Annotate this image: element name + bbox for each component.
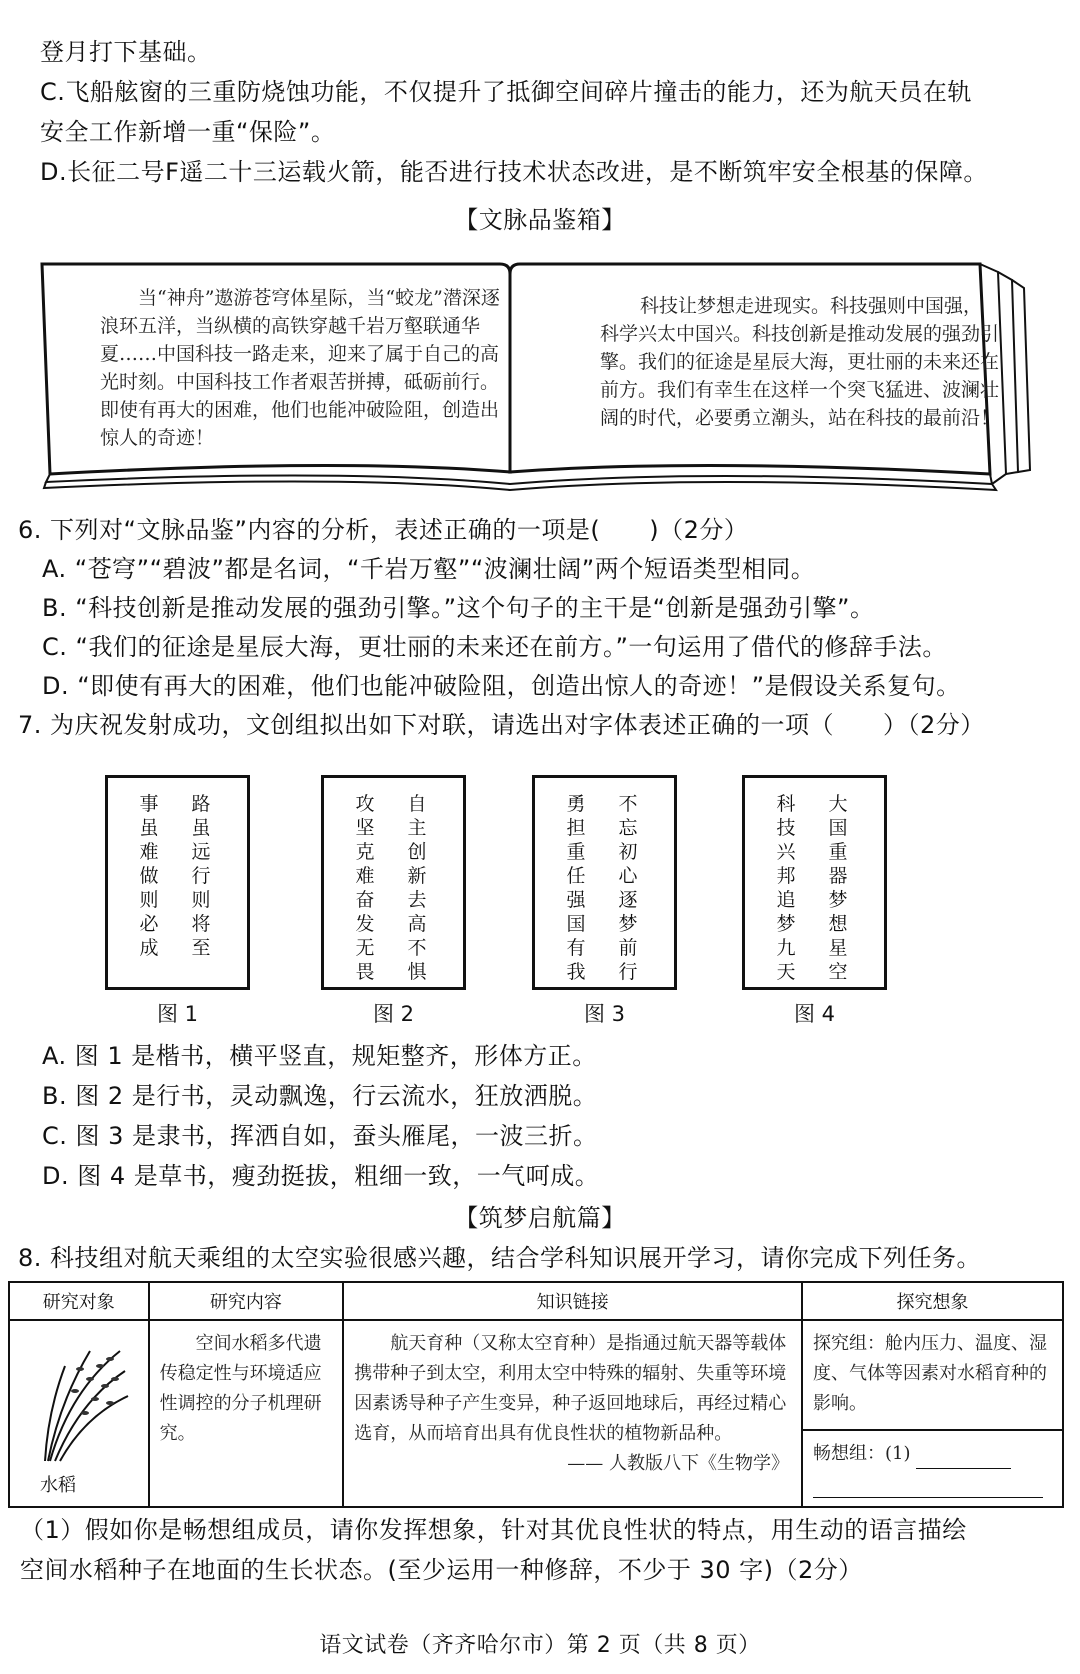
explore-group-text: 探究组：舱内压力、温度、湿度、气体等因素对水稻育种的影响。 xyxy=(803,1321,1062,1431)
couplet-line: 路虽远行则将至 xyxy=(191,793,211,959)
knowledge-source: —— 人教版八下《生物学》 xyxy=(567,1453,789,1474)
couplet-line: 自主创新去高不惧 xyxy=(407,793,427,983)
table-header: 探究想象 xyxy=(802,1282,1063,1320)
book-right-page-text: 科技让梦想走进现实。科技强则中国强，科学兴太中国兴。科技创新是推动发展的强劲引擎。我们的征途是星辰大海，更壮丽的未来还在前方。我们有幸生在这样一个突飞猛进、波澜壮阔的时代，必要勇立潮头，站在科技的最前沿！ xyxy=(600,295,1000,429)
figure-label: 图 2 xyxy=(372,1002,415,1026)
couplet-figure-4 xyxy=(742,775,887,990)
q8-sub1-line1: （1）假如你是畅想组成员，请你发挥想象，针对其优良性状的特点，用生动的语言描绘 xyxy=(20,1516,967,1544)
figure-label: 图 4 xyxy=(793,1002,836,1026)
couplet-figure-3 xyxy=(532,775,677,990)
couplet-figure-1 xyxy=(105,775,250,990)
option-d-prev: D.长征二号F遥二十三运载火箭，能否进行技术状态改进，是不断筑牢安全根基的保障。 xyxy=(40,158,988,186)
object-label: 水稻 xyxy=(40,1475,76,1496)
research-content-text: 空间水稻多代遗传稳定性与环境适应性调控的分子机理研究。 xyxy=(159,1333,322,1444)
couplet-line: 攻坚克难奋发无畏 xyxy=(355,793,375,983)
research-object-cell xyxy=(9,1320,149,1507)
table-row xyxy=(9,1320,1063,1507)
rice-plant-icon xyxy=(30,1331,130,1471)
q8-sub1-line2: 空间水稻种子在地面的生长状态。(至少运用一种修辞，不少于 30 字)（2分） xyxy=(20,1556,863,1584)
q6-stem: 6. 下列对“文脉品鉴”内容的分析，表述正确的一项是( )（2分） xyxy=(18,516,749,544)
text-line: 安全工作新增一重“保险”。 xyxy=(40,118,336,146)
knowledge-text: 航天育种（又称太空育种）是指通过航天器等载体携带种子到太空，利用太空中特殊的辐射、失重等环境因素诱导种子产生变异，种子返回地球后，再经过精心选育，从而培育出具有优良性状的植物新品种。 xyxy=(354,1333,787,1444)
knowledge-link-cell xyxy=(343,1320,802,1507)
q7-option-b: B. 图 2 是行书，灵动飘逸，行云流水，狂放洒脱。 xyxy=(42,1082,598,1110)
table-header: 研究内容 xyxy=(149,1282,344,1320)
page-footer: 语文试卷（齐齐哈尔市）第 2 页（共 8 页） xyxy=(319,1633,761,1658)
couplet-line: 勇担重任强国有我 xyxy=(566,793,586,983)
knowledge-table xyxy=(8,1281,1064,1508)
q7-stem: 7. 为庆祝发射成功，文创组拟出如下对联，请选出对字体表述正确的一项（ ）（2分） xyxy=(18,711,985,739)
text-line: 登月打下基础。 xyxy=(40,38,212,66)
couplet-figure-2 xyxy=(321,775,466,990)
q7-option-d: D. 图 4 是草书，瘦劲挺拔，粗细一致，一气呵成。 xyxy=(42,1162,600,1190)
couplet-line: 科技兴邦追梦九天 xyxy=(776,793,796,983)
q6-option-b: B. “科技创新是推动发展的强劲引擎。”这个句子的主干是“创新是强劲引擎”。 xyxy=(42,594,875,622)
couplet-line: 不忘初心逐梦前行 xyxy=(618,793,638,983)
answer-blank[interactable] xyxy=(916,1448,1011,1469)
book-left-page-text: 当“神舟”遨游苍穹体星际，当“蛟龙”潜深逐浪环五洋，当纵横的高铁穿越千岩万壑联通华夏……中国科技一路走来，迎来了属于自己的高光时刻。中国科技工作者艰苦拼搏，砥砺前行。即使有再大的困难，他们也能冲破险阻，创造出惊人的奇迹！ xyxy=(100,287,500,449)
q6-option-c: C. “我们的征途是星辰大海，更壮丽的未来还在前方。”一句运用了借代的修辞手法。 xyxy=(42,633,947,661)
couplet-line: 事虽难做则必成 xyxy=(139,793,159,959)
q6-option-d: D. “即使有再大的困难，他们也能冲破险阻，创造出惊人的奇迹！”是假设关系复句。 xyxy=(42,672,961,700)
q8-stem: 8. 科技组对航天乘组的太空实验很感兴趣，结合学科知识展开学习，请你完成下列任务。 xyxy=(18,1244,982,1272)
table-header-row xyxy=(9,1282,1063,1320)
section-title: 【筑梦启航篇】 xyxy=(454,1204,626,1232)
option-c-prev: C.飞船舷窗的三重防烧蚀功能，不仅提升了抵御空间碎片撞击的能力，还为航天员在轨 xyxy=(40,78,972,106)
couplet-line: 大国重器梦想星空 xyxy=(828,793,848,983)
answer-blank[interactable] xyxy=(813,1471,1043,1498)
open-book xyxy=(40,262,1060,492)
table-header: 知识链接 xyxy=(343,1282,802,1320)
figure-label: 图 1 xyxy=(156,1002,199,1026)
explore-imagine-cell xyxy=(802,1320,1063,1507)
imagine-group xyxy=(803,1431,1062,1506)
table-header: 研究对象 xyxy=(9,1282,149,1320)
q7-option-a: A. 图 1 是楷书，横平竖直，规矩整齐，形体方正。 xyxy=(42,1042,597,1070)
imagine-group-label: 畅想组：(1) xyxy=(813,1443,911,1464)
section-title: 【文脉品鉴箱】 xyxy=(454,206,626,234)
figure-label: 图 3 xyxy=(583,1002,626,1026)
q7-option-c: C. 图 3 是隶书，挥洒自如，蚕头雁尾，一波三折。 xyxy=(42,1122,598,1150)
q6-option-a: A. “苍穹”“碧波”都是名词，“千岩万壑”“波澜壮阔”两个短语类型相同。 xyxy=(42,555,816,583)
research-content-cell xyxy=(149,1320,344,1507)
